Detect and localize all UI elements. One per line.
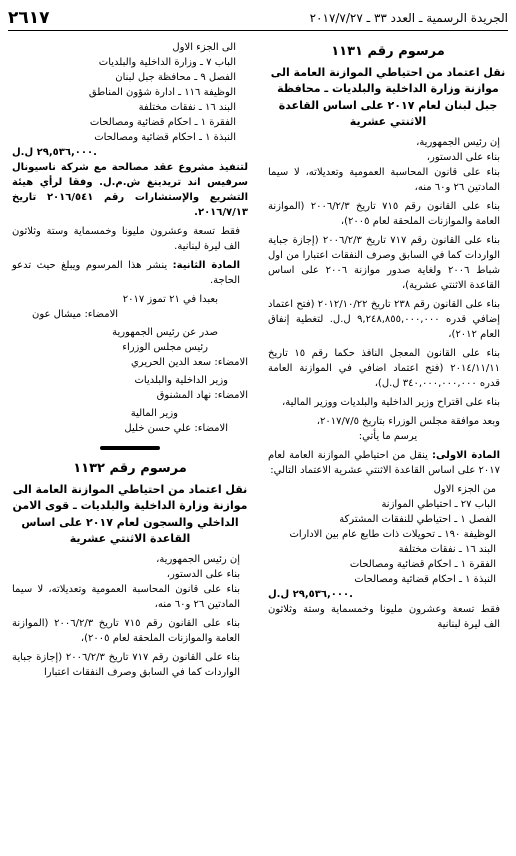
preamble-line: بناء على الدستور، xyxy=(426,151,500,163)
purpose: لتنفيذ مشروع عقد مصالحة مع شركة ناسيونال سرفيس اند تريدينغ ش.م.ل. وفقا لرأي هيئة التشريع والإستشارات رقم ٢٠١٦/٥٤١ تاريخ ٢٠١٦/٧/١٣. xyxy=(12,162,248,218)
allocation-line: الى الجزء الاول xyxy=(172,42,236,53)
preamble-line: بناء على قانون المحاسبة العمومية وتعديلاته، لا سيما المادتين ٢٦ و٦٠ منه، xyxy=(268,166,500,193)
allocation-line: الباب ٧ ـ وزارة الداخلية والبلديات xyxy=(98,57,236,68)
preamble-line: بناء على اقتراح وزير الداخلية والبلديات ووزير المالية، xyxy=(282,396,500,408)
decree-heading: مرسوم رقم ١١٣١ xyxy=(331,44,445,59)
allocation-line: الباب ٢٧ ـ احتياطي الموازنة xyxy=(381,498,496,510)
allocation-line: الفصل ٩ ـ محافظة جبل لبنان xyxy=(115,72,236,83)
finance-title: وزير المالية xyxy=(130,408,178,419)
allocation-line: الفقرة ١ ـ احكام قضائية ومصالحات xyxy=(89,117,236,128)
issued-by: صدر عن رئيس الجمهورية xyxy=(112,327,218,338)
allocation-line: الفصل ١ ـ احتياطي للنفقات المشتركة xyxy=(339,513,496,525)
preamble-line: بناء على القانون رقم ٧١٧ تاريخ ٢٠٠٦/٢/٣ (إجازة جباية الواردات كما في السابق وصرف النفقات اعتبارا من اول شباط ٢٠٠٦ ولغاية صدور موازنة ٢٠٠٦ على اساس القاعدة الاثنتي عشرية)، xyxy=(268,234,500,291)
left-column xyxy=(12,40,252,684)
preamble-line: إن رئيس الجمهورية، xyxy=(156,553,240,565)
decree-heading: مرسوم رقم ١١٣٢ xyxy=(73,461,187,476)
right-column xyxy=(268,40,508,636)
interior-signature: الامضاء: نهاد المشنوق xyxy=(156,390,248,401)
preamble-line: وبعد موافقة مجلس الوزراء بتاريخ ٢٠١٧/٧/٥، xyxy=(316,415,500,427)
amount-words: فقط تسعة وعشرون مليونا وخمسماية وستة وثلاثون الف ليرة لبنانية xyxy=(268,603,500,630)
pm-signature: الامضاء: سعد الدين الحريري xyxy=(130,357,248,368)
preamble-line: بناء على القانون رقم ٢٣٨ تاريخ ٢٠١٢/١٠/٢٢ (فتح اعتماد إضافي قدره ٩,٢٤٨,٨٥٥,٠٠٠,٠٠٠ ل.ل. لتغطية إنفاق العام ٢٠١٢)، xyxy=(268,298,500,340)
page-header xyxy=(8,6,508,31)
to-allocation xyxy=(12,40,248,145)
allocation-line: النبذة ١ ـ احكام قضائية ومصالحات xyxy=(354,573,496,585)
preamble-line: بناء على القانون رقم ٧١٥ تاريخ ٢٠٠٦/٢/٣ (الموازنة العامة والموازنات الملحقة لعام ٢٠٠٥)، xyxy=(268,200,500,227)
preamble-line: يرسم ما يأتي: xyxy=(358,430,418,442)
article-1 xyxy=(268,448,508,478)
amount: ٢٩,٥٣٦,٠٠٠ ل.ل. xyxy=(268,588,353,600)
article-1-label: المادة الاولى: xyxy=(432,449,500,461)
amount: ٢٩,٥٣٦,٠٠٠ ل.ل. xyxy=(12,147,97,158)
preamble-line: بناء على قانون المحاسبة العمومية وتعديلاته، لا سيما المادتين ٢٦ و٦٠ منه، xyxy=(12,583,240,610)
allocation-line: البند ١٦ ـ نفقات مختلفة xyxy=(398,543,496,555)
allocation-line: الوظيفة ١١٦ ـ ادارة شؤون المناطق xyxy=(88,87,236,98)
article-2-label: المادة الثانية: xyxy=(172,260,241,271)
date-line: بعبدا في ٢١ تموز ٢٠١٧ xyxy=(122,294,218,305)
decree-title: نقل اعتماد من احتياطي الموازنة العامة الى موازنة وزارة الداخلية والبلديات ـ محافظة جبل لبنان لعام ٢٠١٧ على اساس القاعدة الاثنتي عشرية xyxy=(270,65,506,128)
amount-words: فقط تسعة وعشرون مليونا وخمسماية وستة وثلاثون الف ليرة لبنانية. xyxy=(12,226,240,252)
finance-signature: الامضاء: علي حسن خليل xyxy=(124,423,228,434)
preamble-line: إن رئيس الجمهورية، xyxy=(416,136,500,148)
preamble-line: بناء على الدستور، xyxy=(166,568,240,580)
interior-title: وزير الداخلية والبلديات xyxy=(134,375,228,386)
journal-info: الجريدة الرسمية ـ العدد ٣٣ ـ ٢٠١٧/٧/٢٧ xyxy=(309,11,508,25)
article-2-text: ينشر هذا المرسوم ويبلغ حيث تدعو الحاجة. xyxy=(12,260,240,286)
allocation-line: البند ١٦ ـ نفقات مختلفة xyxy=(138,102,236,113)
decree-divider xyxy=(12,440,248,455)
pm-title: رئيس مجلس الوزراء xyxy=(122,342,208,353)
page-number: ٢٦١٧ xyxy=(8,8,50,28)
preamble-line: بناء على القانون المعجل النافذ حكما رقم ١٥ تاريخ ٢٠١٤/١١/١١ (فتح اعتماد اضافي في الموازنة العامة قدره ٣٤٠,٠٠٠,٠٠٠,٠٠٠ ل.ل)، xyxy=(268,347,501,389)
article-2 xyxy=(12,258,248,288)
allocation-line: النبذة ١ ـ احكام قضائية ومصالحات xyxy=(94,132,236,143)
allocation-line: الفقرة ١ ـ احكام قضائية ومصالحات xyxy=(349,558,496,570)
preamble-line: بناء على القانون رقم ٧١٥ تاريخ ٢٠٠٦/٢/٣ (الموازنة العامة والموازنات الملحقة لعام ٢٠٠٥)، xyxy=(12,617,241,644)
allocation-line: الوظيفة ١٩٠ ـ تحويلات ذات طابع عام بين الادارات xyxy=(289,528,496,540)
allocation-line: من الجزء الاول xyxy=(433,483,496,495)
president-signature: الامضاء: ميشال عون xyxy=(32,309,119,320)
article-1-text: ينقل من احتياطي الموازنة العامة لعام ٢٠١٧ على اساس القاعدة الاثنتي عشرية الاعتماد التالي: xyxy=(268,449,500,476)
from-allocation xyxy=(268,482,508,587)
decree-title: نقل اعتماد من احتياطي الموازنة العامة الى موازنة وزارة الداخلية والبلديات ـ قوى الامن الداخلي والسجون لعام ٢٠١٧ على اساس القاعدة الاثنتي عشرية xyxy=(12,482,248,545)
preamble-line: بناء على القانون رقم ٧١٧ تاريخ ٢٠٠٦/٢/٣ (إجازة جباية الواردات كما في السابق وصرف النفقات اعتبارا xyxy=(12,651,240,678)
